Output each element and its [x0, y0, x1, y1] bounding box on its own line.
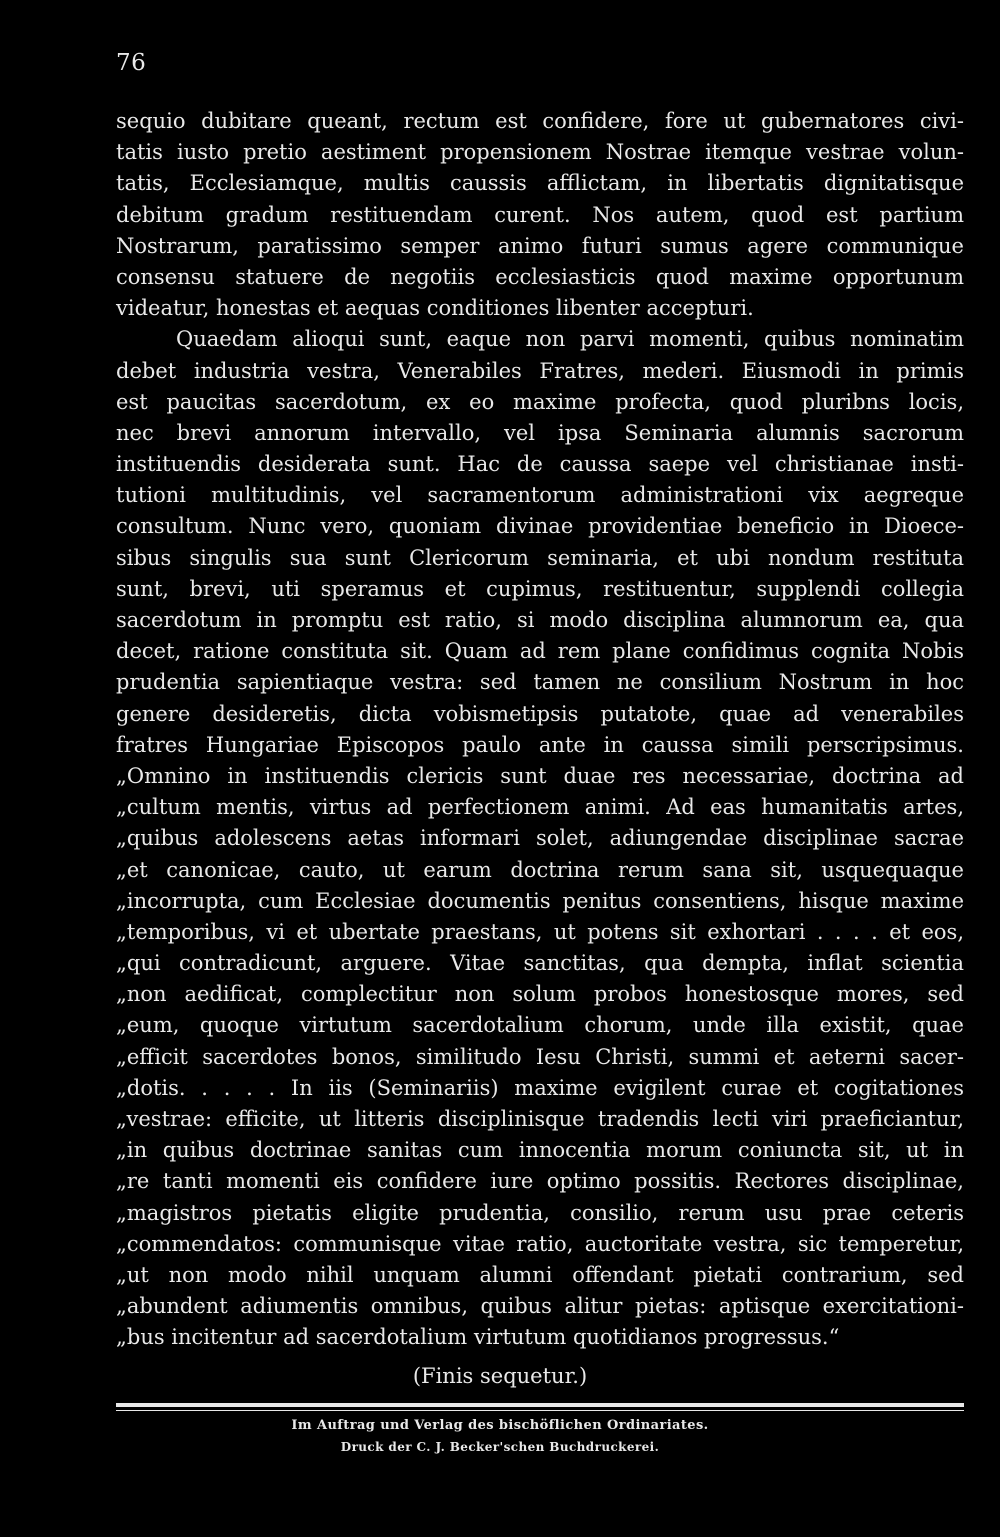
text-line: consensu statuere de negotiis ecclesiasticis quod maxime opportunum	[116, 264, 964, 289]
text-line: „qui contradicunt, arguere. Vitae sanctitas, qua dempta, inflat scientia	[116, 951, 964, 976]
text-line: „re tanti momenti eis confidere iure optimo possitis. Rectores disciplinae,	[116, 1169, 964, 1194]
text-line: „vestrae: efficite, ut litteris disciplinisque tradendis lecti viri praeficiantur,	[116, 1107, 964, 1131]
footer-rule-thick	[116, 1403, 964, 1407]
page-number: 76	[116, 50, 147, 76]
text-line: Quaedam alioqui sunt, eaque non parvi momenti, quibus nominatim	[176, 327, 964, 352]
footer-rule-thin	[116, 1410, 964, 1411]
text-line: tatis iusto pretio aestiment propensionem Nostrae itemque vestrae volun-	[116, 140, 964, 165]
text-line: genere desideretis, dicta vobismetipsis putatote, quae ad venerabiles	[116, 701, 964, 726]
text-line: sunt, brevi, uti speramus et cupimus, restituentur, supplendi collegia	[116, 576, 964, 601]
text-line: „eum, quoque virtutum sacerdotalium chorum, unde illa existit, quae	[116, 1013, 964, 1038]
text-line: „incorrupta, cum Ecclesiae documentis penitus consentiens, hisque maxime	[116, 888, 964, 913]
imprint-printer: Druck der C. J. Becker'schen Buchdruckerei.	[340, 1440, 660, 1454]
body-text	[116, 106, 964, 1354]
text-line: sequio dubitare queant, rectum est confidere, fore ut gubernatores civi-	[116, 109, 964, 133]
text-line: decet, ratione constituta sit. Quam ad rem plane confidimus cognita Nobis	[116, 639, 964, 664]
text-line: „temporibus, vi et ubertate praestans, ut potens sit exhortari . . . . et eos,	[116, 919, 964, 944]
text-line: „dotis. . . . . In iis (Seminariis) maxime evigilent curae et cogitationes	[116, 1075, 964, 1100]
text-line: „quibus adolescens aetas informari solet, adiungendae disciplinae sacrae	[116, 826, 964, 851]
text-line: Nostrarum, paratissimo semper animo futuri sumus agere communique	[116, 233, 964, 258]
text-line: „abundent adiumentis omnibus, quibus alitur pietas: aptisque exercitationi-	[116, 1294, 964, 1319]
text-line: „ut non modo nihil unquam alumni offendant pietati contrarium, sed	[116, 1262, 964, 1287]
text-line: „bus incitentur ad sacerdotalium virtutum quotidianos progressus.“	[116, 1325, 840, 1350]
text-line: tatis, Ecclesiamque, multis caussis afflictam, in libertatis dignitatisque	[116, 171, 964, 196]
text-line: „in quibus doctrinae sanitas cum innocentia morum coniuncta sit, ut in	[116, 1138, 964, 1163]
text-line: est paucitas sacerdotum, ex eo maxime profecta, quod pluribns locis,	[116, 389, 964, 414]
text-line: debitum gradum restituendam curent. Nos autem, quod est partium	[116, 202, 964, 227]
text-line: „magistros pietatis eligite prudentia, consilio, rerum usu prae ceteris	[116, 1200, 964, 1225]
text-line: instituendis desiderata sunt. Hac de caussa saepe vel christianae insti-	[116, 452, 964, 477]
text-line: „commendatos: communisque vitae ratio, auctoritate vestra, sic temperetur,	[116, 1231, 964, 1256]
text-line: debet industria vestra, Venerabiles Fratres, mederi. Eiusmodi in primis	[116, 358, 964, 383]
text-line: „non aedificat, complectitur non solum probos honestosque mores, sed	[116, 982, 964, 1007]
text-line: consultum. Nunc vero, quoniam divinae providentiae beneficio in Dioece-	[116, 514, 964, 539]
imprint-publisher: Im Auftrag und Verlag des bischöflichen Ordinariates.	[291, 1418, 709, 1433]
text-line: tutioni multitudinis, vel sacramentorum administrationi vix aegreque	[116, 483, 964, 508]
text-line: nec brevi annorum intervallo, vel ipsa Seminaria alumnis sacrorum	[116, 420, 964, 445]
text-line: fratres Hungariae Episcopos paulo ante in caussa simili perscripsimus.	[116, 732, 964, 757]
text-line: sacerdotum in promptu est ratio, si modo disciplina alumnorum ea, qua	[116, 608, 964, 632]
text-line: „efficit sacerdotes bonos, similitudo Iesu Christi, summi et aeterni sacer-	[116, 1044, 964, 1069]
finis-note: (Finis sequetur.)	[412, 1364, 588, 1388]
text-line: „et canonicae, cauto, ut earum doctrina rerum sana sit, usquequaque	[116, 857, 964, 882]
text-line: videatur, honestas et aequas conditiones libenter accepturi.	[116, 296, 754, 321]
text-line: sibus singulis sua sunt Clericorum seminaria, et ubi nondum restituta	[116, 545, 964, 570]
text-line: prudentia sapientiaque vestra: sed tamen ne consilium Nostrum in hoc	[116, 670, 964, 695]
text-line: „cultum mentis, virtus ad perfectionem animi. Ad eas humanitatis artes,	[116, 795, 964, 820]
text-line: „Omnino in instituendis clericis sunt duae res necessariae, doctrina ad	[116, 763, 964, 788]
